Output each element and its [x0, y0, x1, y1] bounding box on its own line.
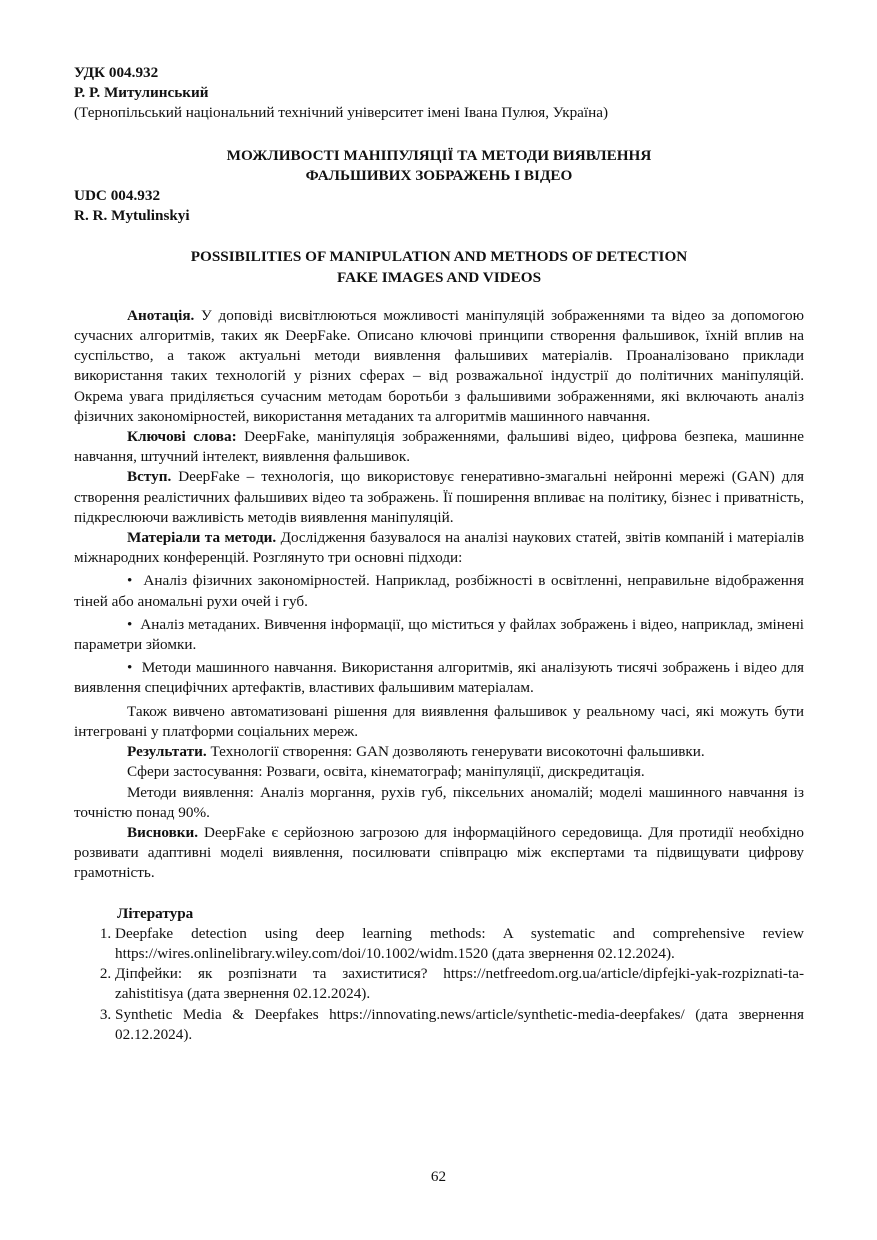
header-block [74, 63, 804, 124]
bullet-icon: • [127, 659, 142, 677]
intro-label: Вступ. [127, 468, 172, 486]
results-line-2: Сфери застосування: Розваги, освіта, кінематограф; маніпуляції, дискредитація. [127, 763, 645, 781]
methods-paragraph [74, 528, 804, 568]
bullet-text-2: Аналіз метаданих. Вивчення інформації, що міститься у файлах зображень і відео, наприклад, змінені параметри зйомки. [74, 615, 804, 654]
list-item [74, 571, 804, 611]
intro-text: DeepFake – технологія, що використовує генеративно-змагальні нейронні мережі (GAN) для створення реалістичних фальшивих відео та зображень. Її поширення впливає на політику, бізнес і приватність, підкреслюючи важливість методів виявлення маніпуляцій. [74, 468, 804, 526]
list-item [74, 658, 804, 698]
title-ua-line-1: МОЖЛИВОСТІ МАНІПУЛЯЦІЇ ТА МЕТОДИ ВИЯВЛЕННЯ [226, 146, 652, 164]
title-en-line-1: POSSIBILITIES OF MANIPULATION AND METHODS OF DETECTION [190, 248, 688, 266]
author-en: R. R. Mytulinskyi [74, 207, 190, 225]
conclusions-paragraph [74, 823, 804, 884]
list-item [74, 615, 804, 655]
title-ua-line-2: ФАЛЬШИВИХ ЗОБРАЖЕНЬ І ВІДЕО [305, 166, 573, 184]
reference-item: 2. Діпфейки: як розпізнати та захиститися? https://netfreedom.org.ua/article/dipfejki-yak-rozpiznati-ta-zahistitisya (дата звернення 02.12.2024). [115, 964, 804, 1004]
paper-page [74, 63, 804, 1045]
reference-item: 1. Deepfake detection using deep learning methods: A systematic and comprehensive review https://wires.onlinelibrary.wiley.com/doi/10.1002/widm.1520 (дата звернення 02.12.2024). [115, 924, 804, 964]
page-number: 62 [430, 1168, 447, 1185]
keywords-paragraph [74, 427, 804, 467]
conclusions-label: Висновки. [127, 823, 199, 841]
keywords-label: Ключові слова: [127, 428, 237, 446]
abstract-paragraph [74, 306, 804, 427]
abstract-text: У доповіді висвітлюються можливості маніпуляцій зображеннями та відео за допомогою сучасних алгоритмів, таких як DeepFake. Описано ключові принципи створення фальшивок, їхній вплив на суспільство, а також актуальні методи виявлення фальшивих матеріалів. Проаналізовано приклади використання таких технологій у різних сферах – від розважальної індустрії до політичних маніпуляцій. Окрема увага приділяється сучасним методам боротьби з фальшивими зображеннями, які включають аналіз фізичних закономірностей, використання метаданих та алгоритмів машинного навчання. [74, 306, 804, 425]
bullet-icon: • [127, 615, 141, 633]
bullet-icon: • [127, 572, 144, 590]
keywords-text: DeepFake, маніпуляція зображеннями, фальшиві відео, цифрова безпека, машинне навчання, штучний інтелект, виявлення фальшивок. [74, 428, 804, 466]
methods-label: Матеріали та методи. [127, 529, 277, 547]
references-title: Література [117, 904, 194, 922]
intro-paragraph [74, 467, 804, 528]
methods-text: Дослідження базувалося на аналізі наукових статей, звітів компаній і матеріалів міжнародних конференцій. Розглянуто три основні підходи: [74, 529, 804, 567]
bullet-text-3: Методи машинного навчання. Використання алгоритмів, які аналізують тисячі зображень і відео для виявлення специфічних артефактів, властивих фальшивим матеріалам. [74, 659, 804, 697]
results-label: Результати. [127, 743, 207, 761]
references-list [74, 924, 804, 1045]
results-text: Технології створення: GAN дозволяють генерувати високоточні фальшивки. [206, 743, 705, 761]
reference-item: 3. Synthetic Media & Deepfakes https://innovating.news/article/synthetic-media-deepfakes/ (дата звернення 02.12.2024). [115, 1005, 804, 1045]
methods-extra-paragraph: Також вивчено автоматизовані рішення для виявлення фальшивок у реальному часі, які можуть бути інтегровані у платформи соціальних мереж. [74, 702, 804, 740]
udc-ua: УДК 004.932 [74, 64, 159, 81]
conclusions-text: DeepFake є серйозною загрозою для інформаційного середовища. Для протидії необхідно розвивати адаптивні моделі виявлення, посилювати співпрацю між експертами та підвищувати цифрову грамотність. [74, 823, 804, 882]
author-ua: Р. Р. Митулинський [74, 84, 209, 102]
title-en-line-2: FAKE IMAGES AND VIDEOS [336, 268, 542, 286]
results-paragraph [74, 742, 804, 762]
abstract-label: Анотація. [127, 306, 195, 324]
results-line-3: Методи виявлення: Аналіз моргання, рухів губ, піксельних аномалій; моделі машинного навчання із точністю понад 90%. [74, 783, 804, 821]
affiliation: (Тернопільський національний технічний університет імені Івана Пулюя, Україна) [74, 104, 609, 122]
bullet-text-1: Аналіз фізичних закономірностей. Наприклад, розбіжності в освітленні, неправильне відображення тіней або аномальні рухи очей і губ. [74, 572, 804, 610]
udc-en: UDC 004.932 [74, 187, 161, 205]
